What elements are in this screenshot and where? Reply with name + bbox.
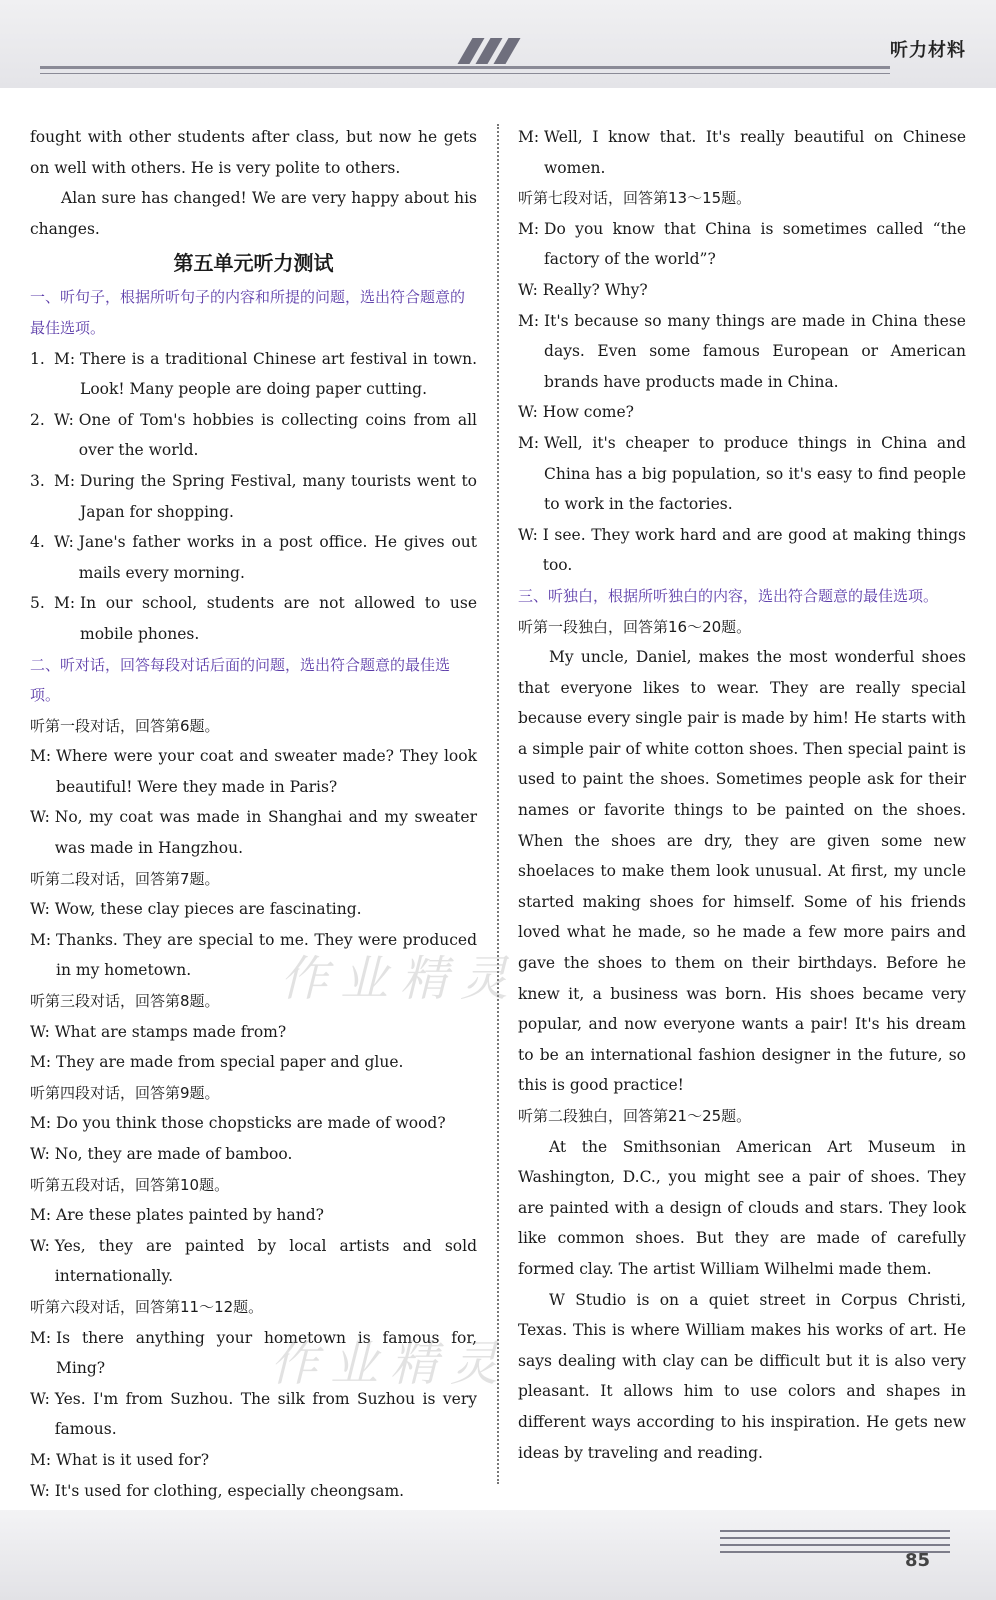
monologue-1-text: My uncle, Daniel, makes the most wonderful shoes that everyone likes to wear. They are really special because every single pair is made by him! He starts with a simple pair of white cotton shoes. Then special paint is used to paint the shoes. Sometimes people ask for their names or favorite things to be painted on the shoes. When the shoes are dry, they are given some new shoelaces to make them look unusual. At first, my uncle started making shoes for himself. Some of his friends loved what he made, so he made a few more pairs and gave the shoes to them on their birthdays. Before he knew it, a business was born. His shoes became very popular, and now everyone wants a pair! It's his dream to be an international fashion designer in the future, so this is good practice! — [518, 648, 966, 1095]
dialogue-2-heading: 听第二段对话，回答第7题。 — [30, 869, 220, 888]
dialogue-line: W: Yes. I'm from Suzhou. The silk from Suzhou is very famous. — [30, 1389, 477, 1439]
dialogue-line: W: I see. They work hard and are good at making things too. — [518, 525, 966, 575]
dialogue-line: M: Thanks. They are special to me. They were produced in my hometown. — [30, 930, 477, 980]
sentence-item: 3. M: During the Spring Festival, many tourists went to Japan for shopping. — [30, 471, 477, 521]
dialogue-line: M: Is there anything your hometown is famous for, Ming? — [30, 1328, 477, 1378]
dialogue-5-heading: 听第五段对话，回答第10题。 — [30, 1175, 230, 1194]
sentence-item: 5. M: In our school, students are not allowed to use mobile phones. — [30, 594, 477, 643]
dialogue-1-heading: 听第一段对话，回答第6题。 — [30, 716, 220, 735]
dialogue-line: W: No, they are made of bamboo. — [30, 1145, 293, 1163]
header-rule — [40, 66, 890, 69]
section-1-heading: 一、听句子，根据所听句子的内容和所提的问题，选出符合题意的最佳选项。 — [30, 288, 466, 337]
left-column — [30, 122, 477, 1506]
dialogue-line: M: Well, it's cheaper to produce things in China and China has a big population, so it's easy to find people to work in the factories. — [518, 433, 966, 514]
dialogue-line: W: It's used for clothing, especially cheongsam. — [30, 1481, 405, 1500]
dialogue-line: M: Well, I know that. It's really beautiful on Chinese women. — [518, 128, 966, 177]
dialogue-line: W: Yes, they are painted by local artists and sold internationally. — [30, 1236, 477, 1286]
dialogue-line: W: How come? — [518, 403, 634, 422]
dialogue-line: W: Wow, these clay pieces are fascinating. — [30, 900, 362, 919]
monologue-1-heading: 听第一段独白，回答第16～20题。 — [518, 617, 752, 636]
continued-paragraph-2: Alan sure has changed! We are very happy about his changes. — [30, 189, 477, 238]
header-rule-thin — [40, 73, 890, 74]
page-header-title: 听力材料 — [890, 40, 966, 61]
dialogue-line: M: It's because so many things are made in China these days. Even some famous European or American brands have products made in China. — [518, 311, 966, 391]
right-column — [518, 122, 966, 1468]
dialogue-line: M: What is it used for? — [30, 1450, 210, 1469]
sentence-item: 4. W: Jane's father works in a post office. He gives out mails every morning. — [30, 533, 477, 582]
watermark: 作业精灵 — [280, 951, 521, 1007]
monologue-2-paragraph-1: At the Smithsonian American Art Museum in Washington, D.C., you might see a pair of shoes. They are painted with a design of clouds and stars. They look like common shoes. But they are made of carefully formed clay. The artist William Wilhelmi made them. — [518, 1137, 966, 1278]
monologue-2-paragraph-2: W Studio is on a quiet street in Corpus Christi, Texas. This is where William makes his works of art. He says dealing with clay can be difficult but it is also very pleasant. It allows him to use colors and shapes in different ways according to his inspiration. He gets new ideas by traveling and reading. — [518, 1290, 966, 1462]
watermark-2: 作业精灵 — [270, 1336, 511, 1392]
dialogue-line: M: Where were your coat and sweater made? They look beautiful! Were they made in Paris? — [30, 747, 477, 796]
sentence-item: 2. W: One of Tom's hobbies is collecting coins from all over the world. — [30, 410, 477, 460]
dialogue-7-heading: 听第七段对话，回答第13～15题。 — [518, 189, 752, 208]
continued-paragraph: fought with other students after class, but now he gets on well with others. He is very polite to others. — [30, 128, 477, 177]
section-3-heading: 三、听独白，根据所听独白的内容，选出符合题意的最佳选项。 — [518, 586, 939, 605]
dialogue-line: W: What are stamps made from? — [30, 1022, 287, 1041]
dialogue-line: M: Are these plates painted by hand? — [30, 1206, 324, 1225]
sentence-list — [30, 344, 477, 650]
section-2-heading: 二、听对话，回答每段对话后面的问题，选出符合题意的最佳选项。 — [30, 655, 451, 705]
dialogue-4-heading: 听第四段对话，回答第9题。 — [30, 1083, 220, 1102]
header-stripes-decoration — [455, 38, 515, 64]
dialogue-line: W: No, my coat was made in Shanghai and my sweater was made in Hangzhou. — [30, 808, 477, 858]
dialogue-line: M: Do you think those chopsticks are made of wood? — [30, 1114, 446, 1133]
monologue-2-heading: 听第二段独白，回答第21～25题。 — [518, 1107, 752, 1125]
dialogue-line: M: They are made from special paper and glue. — [30, 1053, 404, 1072]
page-number: 85 — [905, 1550, 931, 1571]
column-divider — [497, 124, 499, 1484]
dialogue-3-heading: 听第三段对话，回答第8题。 — [30, 992, 220, 1011]
sentence-item: 1. M: There is a traditional Chinese art festival in town. Look! Many people are doing paper cutting. — [30, 349, 477, 399]
dialogue-line: M: Do you know that China is sometimes called “the factory of the world”? — [518, 219, 966, 269]
dialogue-line: W: Really? Why? — [518, 280, 648, 299]
unit-title: 第五单元听力测试 — [173, 251, 334, 276]
dialogue-6-heading: 听第六段对话，回答第11～12题。 — [30, 1297, 264, 1316]
